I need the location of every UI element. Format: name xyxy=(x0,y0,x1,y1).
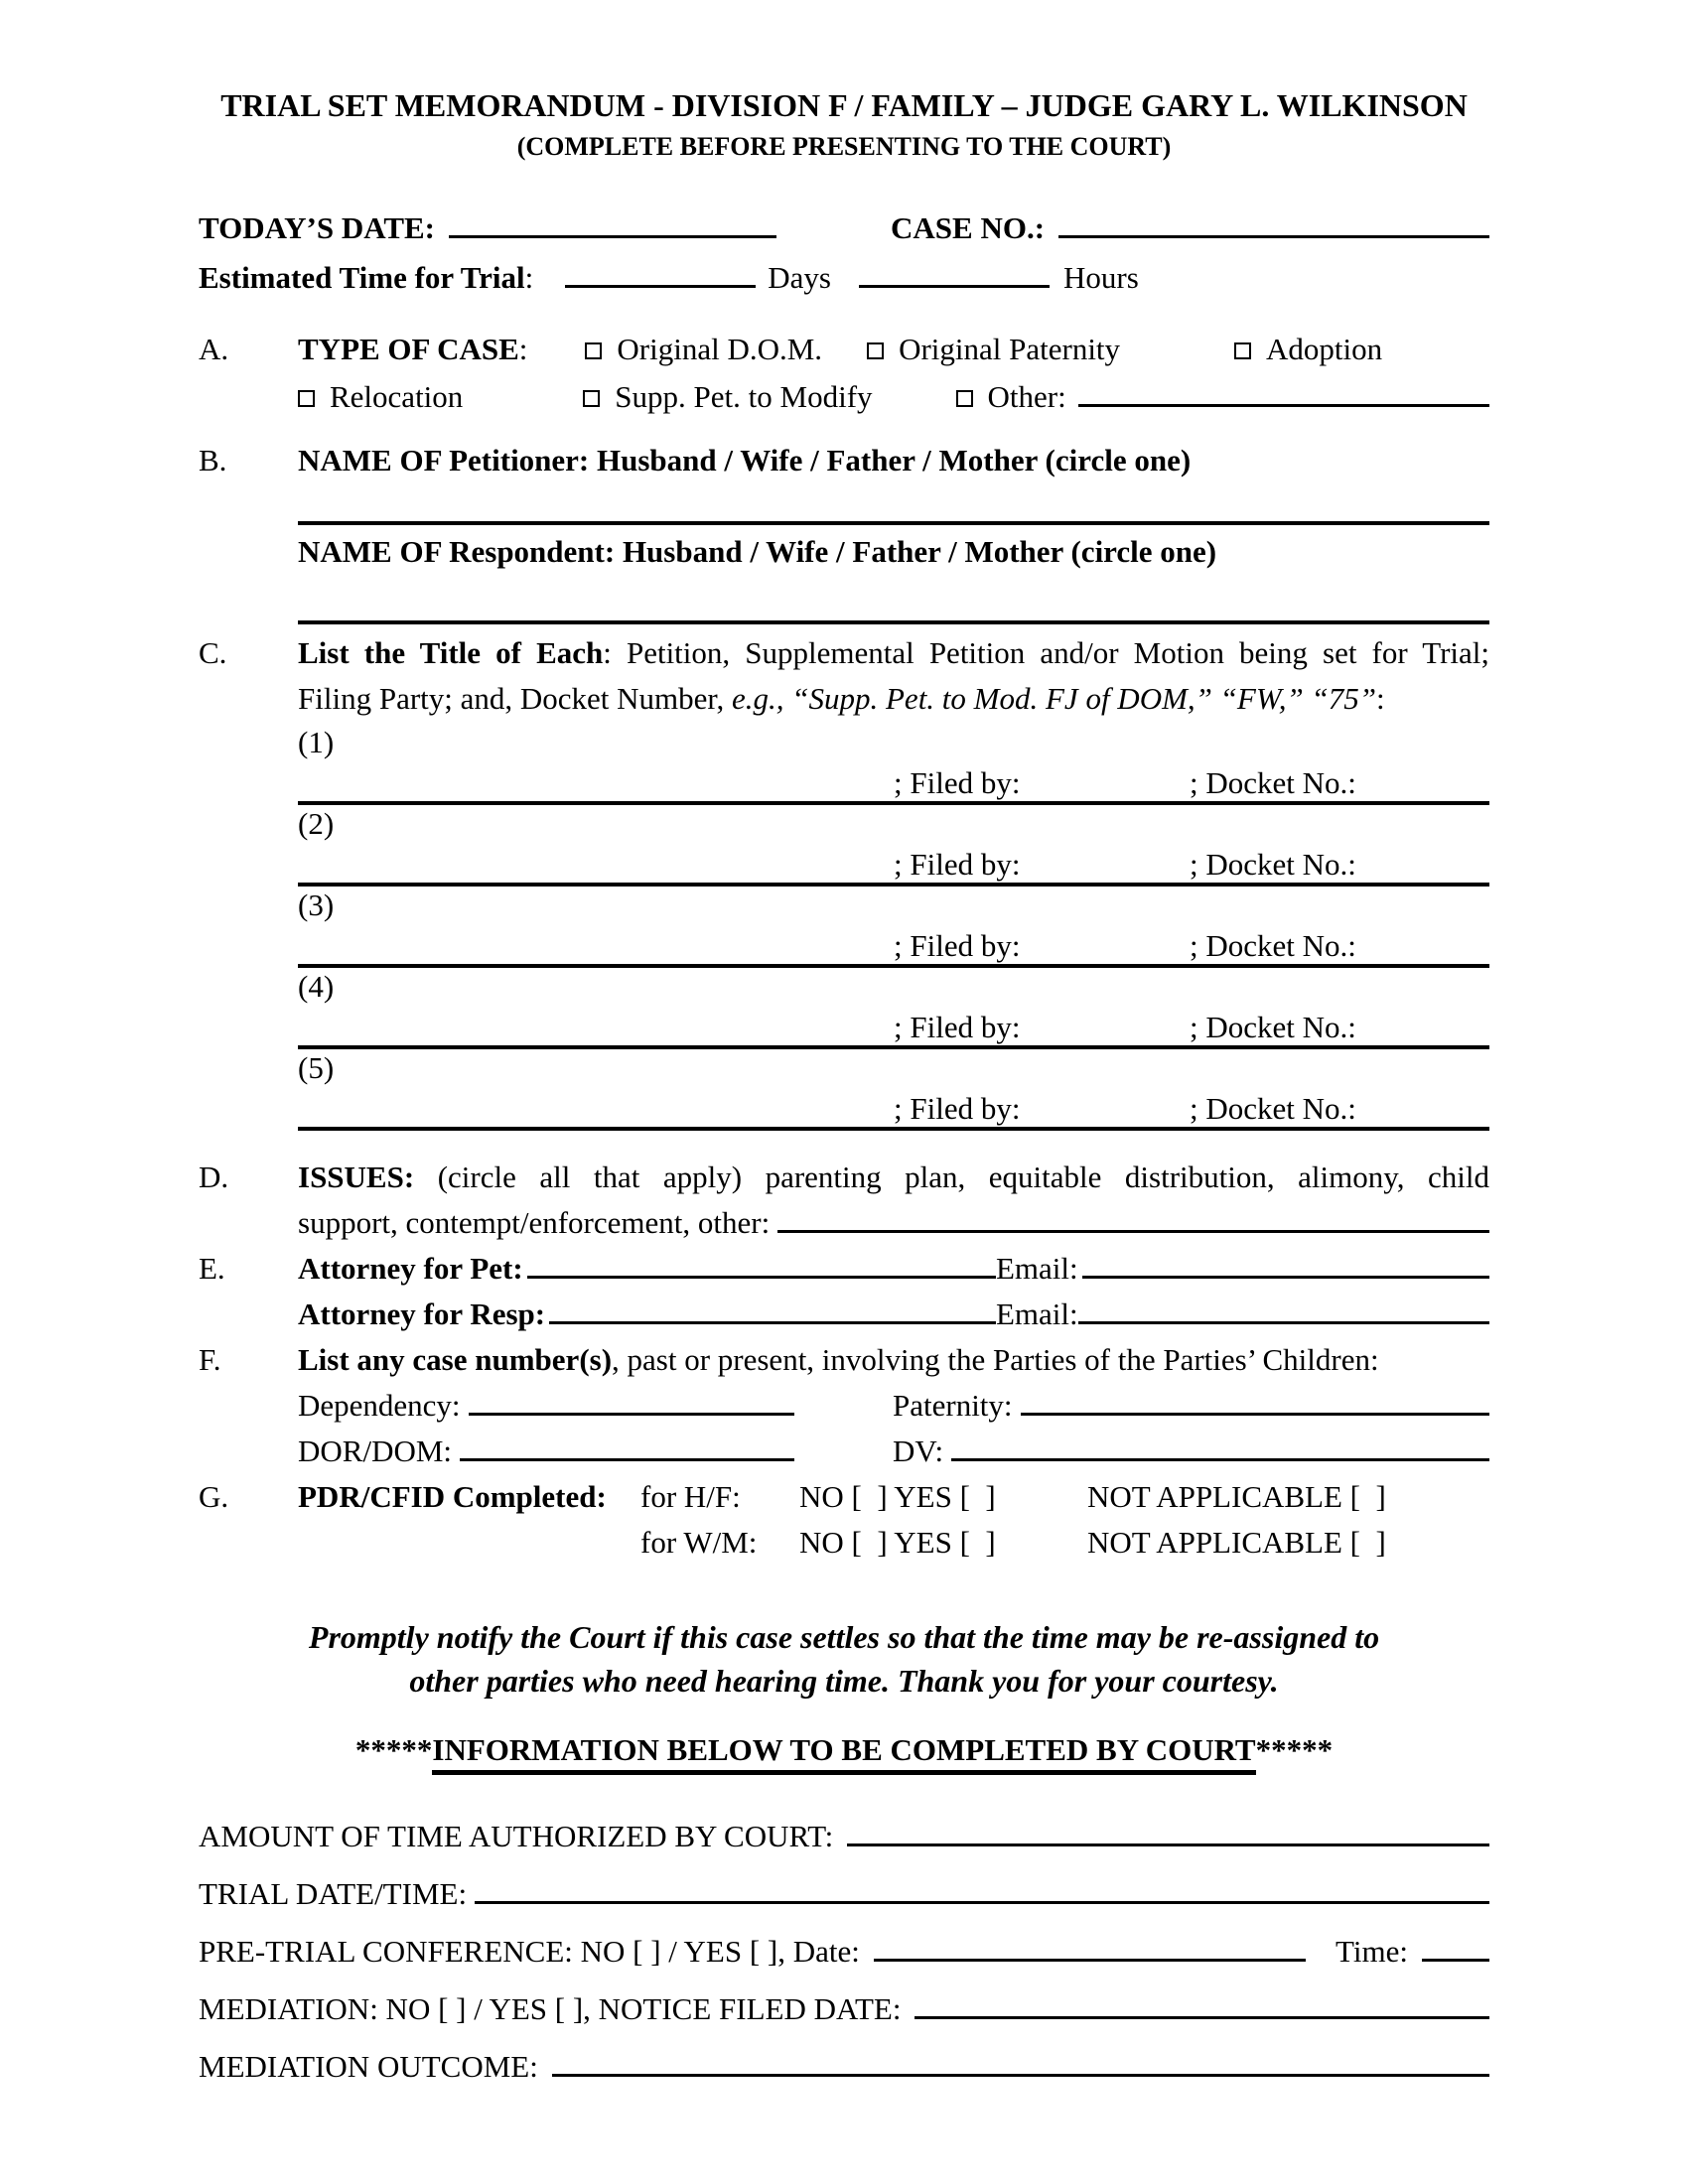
title-item-2 xyxy=(298,805,1489,887)
section-c-line2-colon: : xyxy=(1376,681,1385,716)
title-list xyxy=(298,724,1489,1131)
filed-by-label: ; Filed by: xyxy=(894,1091,1021,1126)
todays-date-label: TODAY’S DATE: xyxy=(199,210,436,245)
trial-datetime-row xyxy=(199,1871,1489,1917)
title-filed-docket-field-1[interactable] xyxy=(298,761,1489,805)
option-original-paternity-label: Original Paternity xyxy=(899,332,1121,366)
checkbox-supp-pet-modify[interactable] xyxy=(583,390,600,407)
section-c-lead-line2 xyxy=(298,676,1489,722)
pdr-wm-no-yes-checkboxes[interactable]: NO [ ] YES [ ] xyxy=(799,1525,996,1560)
type-of-case-label: TYPE OF CASE xyxy=(298,332,519,366)
form-title: TRIAL SET MEMORANDUM - DIVISION F / FAMILY – JUDGE GARY L. WILKINSON xyxy=(220,87,1468,123)
docket-no-label: ; Docket No.: xyxy=(1190,1091,1356,1126)
issues-line2 xyxy=(298,1200,1489,1246)
attorney-resp-label: Attorney for Resp: xyxy=(298,1297,546,1331)
attorney-pet-field[interactable] xyxy=(527,1276,996,1279)
section-g xyxy=(199,1474,1489,1566)
section-c-lead-line1 xyxy=(298,630,1489,676)
trial-hours-field[interactable] xyxy=(859,285,1050,288)
mediation-notice-date-field[interactable] xyxy=(914,2016,1489,2019)
attorney-pet-row xyxy=(298,1246,1489,1292)
for-wm-label: for W/M: xyxy=(640,1525,758,1560)
section-d-letter: D. xyxy=(199,1160,229,1194)
section-f xyxy=(199,1337,1489,1474)
title-filed-docket-field-2[interactable] xyxy=(298,843,1489,887)
section-g-letter: G. xyxy=(199,1479,229,1514)
dependency-paternity-row xyxy=(298,1383,1489,1429)
issues-line1 xyxy=(298,1155,1489,1200)
attorney-pet-label: Attorney for Pet: xyxy=(298,1251,523,1286)
other-type-field[interactable] xyxy=(1078,404,1489,407)
section-b-letter: B. xyxy=(199,443,227,478)
option-supp-pet-modify-label: Supp. Pet. to Modify xyxy=(615,379,873,414)
section-a-letter: A. xyxy=(199,332,229,366)
section-f-lead-bold: List any case number(s) xyxy=(298,1342,613,1377)
option-adoption xyxy=(1234,327,1382,372)
dv-label: DV: xyxy=(893,1433,944,1468)
attorney-resp-email-field[interactable] xyxy=(1078,1321,1489,1324)
type-of-case-colon: : xyxy=(518,332,528,366)
option-other xyxy=(956,374,1066,420)
type-of-case-row-1 xyxy=(298,327,1489,372)
docket-no-label: ; Docket No.: xyxy=(1190,847,1356,882)
issues-other-field[interactable] xyxy=(777,1230,1489,1233)
dordom-dv-row xyxy=(298,1429,1489,1474)
settlement-notice-line1: Promptly notify the Court if this case settles so that the time may be re-assigned to xyxy=(308,1619,1380,1655)
issues-other-label: support, contempt/enforcement, other: xyxy=(298,1205,771,1240)
days-label: Days xyxy=(768,260,831,295)
dependency-label: Dependency: xyxy=(298,1388,461,1423)
pretrial-time-label: Time: xyxy=(1336,1934,1408,1969)
section-c xyxy=(199,630,1489,1131)
form-subtitle: (COMPLETE BEFORE PRESENTING TO THE COURT) xyxy=(516,132,1172,161)
pretrial-conference-row xyxy=(199,1929,1489,1975)
dordom-label: DOR/DOM: xyxy=(298,1433,453,1468)
banner-stars-left: ***** xyxy=(354,1732,433,1767)
docket-no-label: ; Docket No.: xyxy=(1190,765,1356,800)
item-number: (3) xyxy=(298,887,335,922)
section-c-lead-rest: : Petition, Supplemental Petition and/or Motion being set for Trial; xyxy=(603,635,1489,670)
title-filed-docket-field-3[interactable] xyxy=(298,924,1489,968)
attorney-resp-row xyxy=(298,1292,1489,1337)
email-label: Email: xyxy=(996,1251,1078,1286)
docket-no-label: ; Docket No.: xyxy=(1190,1010,1356,1044)
checkbox-relocation[interactable] xyxy=(298,390,315,407)
section-b xyxy=(199,438,1489,624)
spacer xyxy=(298,1520,640,1566)
settlement-notice-line2: other parties who need hearing time. Thank you for your courtesy. xyxy=(409,1663,1279,1699)
pretrial-time-field[interactable] xyxy=(1422,1959,1489,1962)
paternity-field[interactable] xyxy=(1021,1413,1489,1416)
section-f-lead xyxy=(298,1337,1489,1383)
section-e-letter: E. xyxy=(199,1251,225,1286)
docket-no-label: ; Docket No.: xyxy=(1190,928,1356,963)
court-section-banner xyxy=(199,1728,1489,1772)
amount-authorized-field[interactable] xyxy=(847,1843,1489,1846)
section-c-line2-example: e.g., “Supp. Pet. to Mod. FJ of DOM,” “FW,” “75” xyxy=(732,681,1377,716)
type-of-case-row-2 xyxy=(298,374,1489,420)
title-item-4 xyxy=(298,968,1489,1049)
section-f-lead-rest: , past or present, involving the Parties of the Parties’ Children: xyxy=(612,1342,1379,1377)
attorney-resp-field[interactable] xyxy=(549,1321,996,1324)
filed-by-label: ; Filed by: xyxy=(894,765,1021,800)
respondent-label: NAME OF Respondent: Husband / Wife / Father / Mother (circle one) xyxy=(298,534,1217,569)
for-hf-label: for H/F: xyxy=(640,1479,741,1514)
item-number: (1) xyxy=(298,725,335,759)
option-original-paternity xyxy=(867,327,1120,372)
case-no-label: CASE NO.: xyxy=(891,210,1046,245)
filed-by-label: ; Filed by: xyxy=(894,1010,1021,1044)
trial-datetime-label: TRIAL DATE/TIME: xyxy=(199,1876,468,1911)
filed-by-label: ; Filed by: xyxy=(894,928,1021,963)
pdr-wm-not-applicable-checkbox[interactable]: NOT APPLICABLE [ ] xyxy=(1087,1525,1386,1560)
pdr-hf-no-yes-checkboxes[interactable]: NO [ ] YES [ ] xyxy=(799,1479,996,1514)
section-c-letter: C. xyxy=(199,635,227,670)
banner-text: INFORMATION BELOW TO BE COMPLETED BY COURT xyxy=(432,1732,1255,1775)
section-e xyxy=(199,1246,1489,1337)
banner-stars-right: ***** xyxy=(1255,1732,1334,1767)
case-no-field[interactable] xyxy=(1058,235,1489,238)
hours-label: Hours xyxy=(1063,260,1139,295)
checkbox-original-paternity[interactable] xyxy=(867,342,884,359)
item-number: (5) xyxy=(298,1050,335,1085)
checkbox-other[interactable] xyxy=(956,390,973,407)
respondent-name-field[interactable] xyxy=(298,575,1489,624)
attorney-pet-email-field[interactable] xyxy=(1082,1276,1489,1279)
filed-by-label: ; Filed by: xyxy=(894,847,1021,882)
dv-field[interactable] xyxy=(951,1458,1489,1461)
email-label: Email: xyxy=(996,1297,1078,1331)
pretrial-date-field[interactable] xyxy=(874,1959,1306,1962)
section-f-letter: F. xyxy=(199,1342,221,1377)
option-supp-pet-modify xyxy=(583,374,872,420)
option-original-dom-label: Original D.O.M. xyxy=(617,332,823,366)
dependency-field[interactable] xyxy=(469,1413,794,1416)
section-c-line2-plain: Filing Party; and, Docket Number, xyxy=(298,681,732,716)
estimated-time-colon: : xyxy=(524,260,534,295)
mediation-row xyxy=(199,1986,1489,2032)
mediation-outcome-row xyxy=(199,2044,1489,2090)
pdr-hf-not-applicable-checkbox[interactable]: NOT APPLICABLE [ ] xyxy=(1087,1479,1386,1514)
estimated-time-row xyxy=(199,255,1489,301)
pretrial-conference-label: PRE-TRIAL CONFERENCE: NO [ ] / YES [ ], Date: xyxy=(199,1934,860,1969)
option-relocation-label: Relocation xyxy=(330,379,464,414)
option-other-label: Other: xyxy=(987,379,1066,414)
estimated-time-label: Estimated Time for Trial xyxy=(199,260,525,295)
petitioner-label: NAME OF Petitioner: Husband / Wife / Father / Mother (circle one) xyxy=(298,443,1192,478)
option-adoption-label: Adoption xyxy=(1266,332,1383,366)
pdr-cfid-label: PDR/CFID Completed: xyxy=(298,1479,607,1514)
date-case-row xyxy=(199,205,1489,251)
title-filed-docket-field-4[interactable] xyxy=(298,1006,1489,1049)
title-item-1 xyxy=(298,724,1489,805)
court-completed-section xyxy=(199,1814,1489,2090)
amount-authorized-row xyxy=(199,1814,1489,1859)
section-a xyxy=(199,327,1489,420)
title-item-3 xyxy=(298,887,1489,968)
item-number: (2) xyxy=(298,806,335,841)
mediation-outcome-field[interactable] xyxy=(552,2074,1489,2077)
petitioner-name-field[interactable] xyxy=(298,483,1489,525)
trial-datetime-field[interactable] xyxy=(475,1901,1489,1904)
option-original-dom xyxy=(585,327,822,372)
checkbox-adoption[interactable] xyxy=(1234,342,1251,359)
mediation-label: MEDIATION: NO [ ] / YES [ ], NOTICE FILED DATE: xyxy=(199,1991,902,2026)
paternity-label: Paternity: xyxy=(893,1388,1013,1423)
item-number: (4) xyxy=(298,969,335,1004)
title-item-5 xyxy=(298,1049,1489,1131)
issues-options: (circle all that apply) parenting plan, equitable distribution, alimony, child xyxy=(414,1160,1489,1194)
issues-label: ISSUES: xyxy=(298,1160,415,1194)
section-c-lead-bold: List the Title of Each xyxy=(298,635,604,670)
section-d xyxy=(199,1155,1489,1246)
dordom-field[interactable] xyxy=(460,1458,794,1461)
option-relocation xyxy=(298,374,463,420)
checkbox-original-dom[interactable] xyxy=(585,342,602,359)
mediation-outcome-label: MEDIATION OUTCOME: xyxy=(199,2049,538,2084)
settlement-notice xyxy=(199,1615,1489,1703)
title-filed-docket-field-5[interactable] xyxy=(298,1087,1489,1131)
trial-days-field[interactable] xyxy=(565,285,756,288)
todays-date-field[interactable] xyxy=(449,235,776,238)
amount-authorized-label: AMOUNT OF TIME AUTHORIZED BY COURT: xyxy=(199,1819,834,1853)
